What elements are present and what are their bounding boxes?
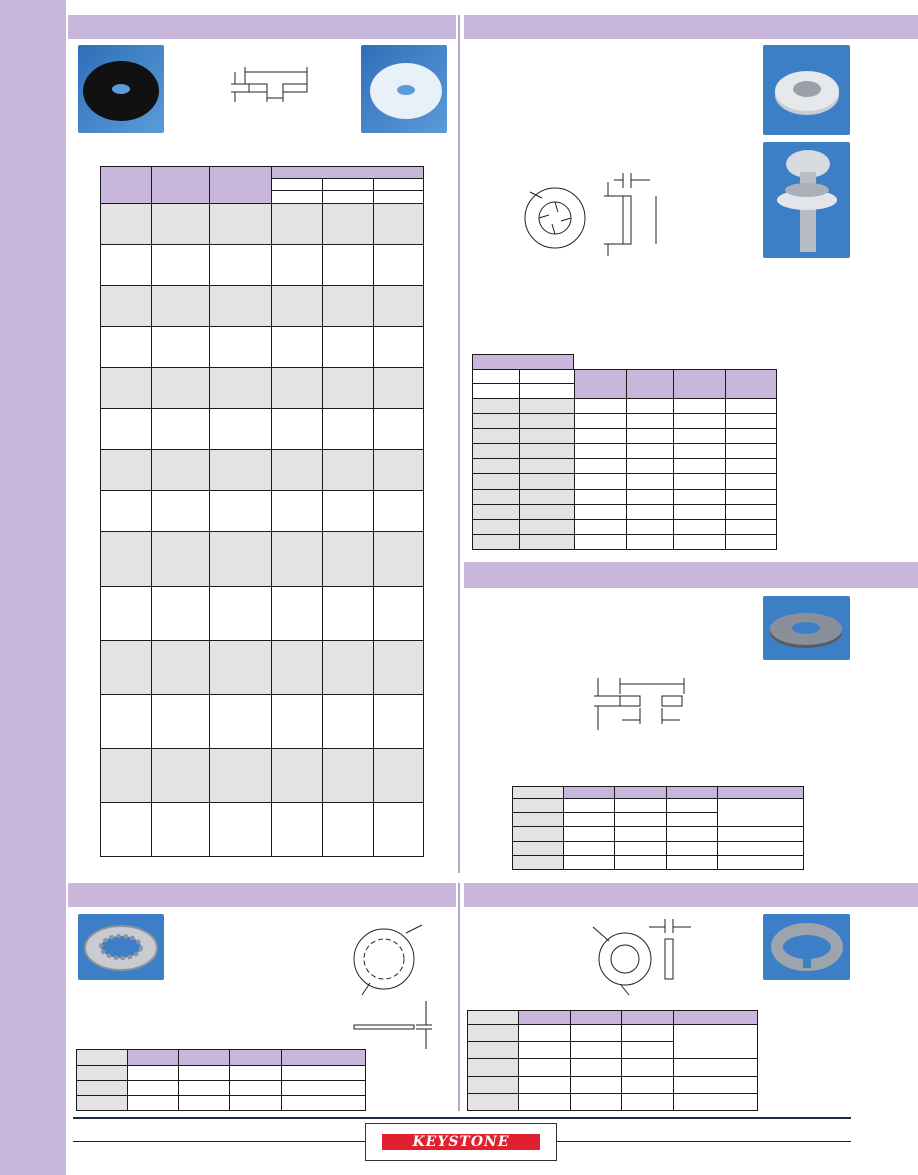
- table-row: [473, 534, 777, 549]
- wavy-washer-photo: [763, 596, 850, 660]
- section-header-flat-washers: [464, 562, 918, 588]
- section-header-nylon-washers: [68, 15, 456, 39]
- table-row: [101, 286, 424, 327]
- lock-washer-table-group-header: [472, 354, 574, 370]
- section-header-internal-tooth-washers: [68, 883, 456, 907]
- table-row: [77, 1096, 366, 1111]
- column-divider-top: [458, 15, 460, 873]
- table-row: [473, 474, 777, 489]
- table-row: [473, 489, 777, 504]
- table-row: [473, 444, 777, 459]
- table-row: [101, 532, 424, 586]
- table-row: [513, 799, 804, 813]
- table-row: [77, 1081, 366, 1096]
- internal-tooth-washer-table: [76, 1049, 366, 1111]
- table-row: [473, 459, 777, 474]
- table-row: [77, 1066, 366, 1081]
- table-row: [473, 399, 777, 414]
- section-header-split-lock-washers: [464, 883, 918, 907]
- table-row: [468, 1076, 758, 1093]
- keystone-logo-box: [365, 1123, 557, 1161]
- table-row: [101, 748, 424, 802]
- table-row: [101, 491, 424, 532]
- table-row: [101, 245, 424, 286]
- table-row: [473, 519, 777, 534]
- nylon-washer-spec-table: [100, 166, 424, 857]
- table-row: [101, 204, 424, 245]
- keystone-logo: [382, 1134, 540, 1150]
- split-lock-washer-diagram: [585, 915, 695, 997]
- table-row: [101, 409, 424, 450]
- internal-tooth-washer-diagram: [350, 915, 440, 1055]
- screw-with-washer-photo: [763, 142, 850, 258]
- flat-steel-washer-table: [512, 786, 804, 870]
- black-rubber-washer-photo: [78, 45, 164, 133]
- table-row: [101, 450, 424, 491]
- split-lock-washer-photo: [763, 914, 850, 980]
- table-row: [513, 855, 804, 869]
- flat-washer-section-diagram: [225, 62, 315, 112]
- internal-tooth-lock-washer-photo: [78, 914, 164, 980]
- footer-rule-top: [73, 1117, 851, 1119]
- table-row: [101, 694, 424, 748]
- table-row: [101, 802, 424, 856]
- table-row: [473, 429, 777, 444]
- logo-text: KEYSTONE: [412, 1134, 510, 1150]
- column-divider-bottom: [458, 883, 460, 1111]
- table-row: [468, 1059, 758, 1076]
- table-row: [101, 640, 424, 694]
- internal-lock-washer-diagram: [520, 168, 670, 258]
- table-row: [468, 1025, 758, 1042]
- internal-lock-washer-table: [472, 369, 777, 550]
- table-row: [473, 414, 777, 429]
- split-lock-washer-table: [467, 1010, 758, 1111]
- white-nylon-washer-photo: [361, 45, 447, 133]
- table-row: [101, 368, 424, 409]
- table-row: [513, 827, 804, 841]
- table-row: [473, 504, 777, 519]
- steel-flat-washer-photo: [763, 45, 850, 135]
- table-row: [513, 841, 804, 855]
- table-row: [468, 1093, 758, 1110]
- section-header-internal-lock-washers: [464, 15, 918, 39]
- flat-steel-washer-diagram: [588, 672, 698, 732]
- left-sidebar-band: [0, 0, 66, 1175]
- table-row: [101, 327, 424, 368]
- table-row: [101, 586, 424, 640]
